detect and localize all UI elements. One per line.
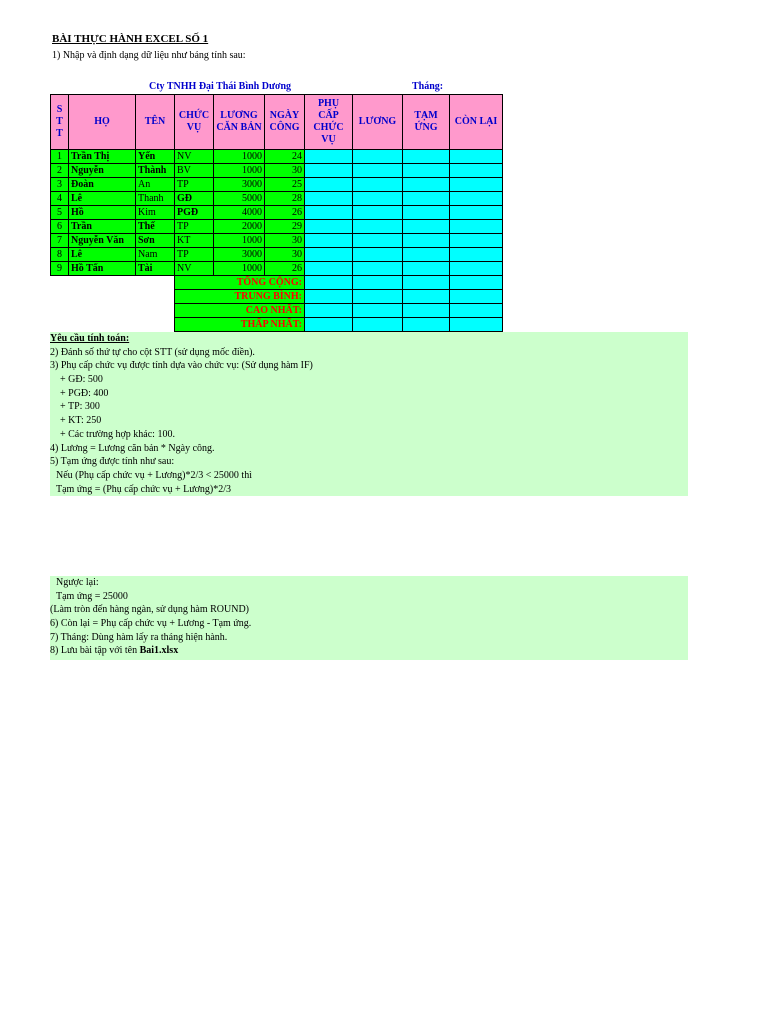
header-luong[interactable]: LƯƠNG <box>353 95 403 150</box>
cell-luong-can-ban[interactable]: 1000 <box>214 262 265 276</box>
blank-cell <box>51 276 175 290</box>
requirement-line: (Làm tròn đến hàng ngàn, sử dụng hàm ROUND) <box>50 604 249 616</box>
cell-tam-ung[interactable] <box>403 178 450 192</box>
file-name: Bai1.xlsx <box>139 645 179 657</box>
cell-phu-cap[interactable] <box>305 178 353 192</box>
requirements-block-1 <box>50 332 688 496</box>
cell-ho[interactable]: Hồ Tấn <box>69 262 136 276</box>
cell-phu-cap[interactable] <box>305 192 353 206</box>
cell-ten[interactable]: Kim <box>136 206 175 220</box>
requirements-heading: Yêu cầu tính toán: <box>50 333 130 344</box>
table-row <box>51 234 503 248</box>
table-row <box>51 262 503 276</box>
blank-cell <box>51 318 175 332</box>
cell-chuc-vu[interactable]: TP <box>175 248 214 262</box>
cell-luong-can-ban[interactable]: 5000 <box>214 192 265 206</box>
cell-ten[interactable]: An <box>136 178 175 192</box>
cell-ten[interactable]: Thành <box>136 164 175 178</box>
cell-stt[interactable]: 9 <box>51 262 69 276</box>
requirement-line: Nếu (Phụ cấp chức vụ + Lương)*2/3 < 25000 thì <box>56 469 252 481</box>
requirement-line: 2) Đánh số thứ tự cho cột STT (sử dụng mốc điền). <box>50 346 255 358</box>
cell-tam-ung[interactable] <box>403 192 450 206</box>
summary-row-average <box>51 290 503 304</box>
requirement-line: + GĐ: 500 <box>60 374 103 386</box>
cell-phu-cap[interactable] <box>305 248 353 262</box>
cell-con-lai[interactable] <box>450 234 503 248</box>
cell-ten[interactable]: Tài <box>136 262 175 276</box>
cell-ho[interactable]: Hồ <box>69 206 136 220</box>
header-ten[interactable]: TÊN <box>136 95 175 150</box>
cell-ngay-cong[interactable]: 25 <box>265 178 305 192</box>
blank-cell <box>51 290 175 304</box>
cell-stt[interactable]: 6 <box>51 220 69 234</box>
cell-luong[interactable] <box>353 150 403 164</box>
cell-con-lai[interactable] <box>450 262 503 276</box>
cell-chuc-vu[interactable]: GĐ <box>175 192 214 206</box>
cell-ten[interactable]: Thanh <box>136 192 175 206</box>
cell-chuc-vu[interactable]: NV <box>175 262 214 276</box>
cell-tam-ung[interactable] <box>403 304 450 318</box>
cell-chuc-vu[interactable]: PGĐ <box>175 206 214 220</box>
header-ngay-cong[interactable]: NGÀY CÔNG <box>265 95 305 150</box>
cell-tam-ung[interactable] <box>403 220 450 234</box>
cell-ho[interactable]: Nguyễn <box>69 164 136 178</box>
cell-tam-ung[interactable] <box>403 206 450 220</box>
cell-phu-cap[interactable] <box>305 150 353 164</box>
cell-stt[interactable]: 3 <box>51 178 69 192</box>
cell-ho[interactable]: Đoàn <box>69 178 136 192</box>
cell-ngay-cong[interactable]: 28 <box>265 192 305 206</box>
header-con-lai[interactable]: CÒN LẠI <box>450 95 503 150</box>
header-ho[interactable]: HỌ <box>69 95 136 150</box>
table-row <box>51 150 503 164</box>
cell-stt[interactable]: 2 <box>51 164 69 178</box>
cell-luong[interactable] <box>353 318 403 332</box>
cell-con-lai[interactable] <box>450 192 503 206</box>
cell-luong[interactable] <box>353 220 403 234</box>
cell-chuc-vu[interactable]: NV <box>175 150 214 164</box>
cell-ho[interactable]: Trần <box>69 220 136 234</box>
header-chuc-vu[interactable]: CHỨC VỤ <box>175 95 214 150</box>
document-subtitle: 1) Nhập và định dạng dữ liệu như bảng tính sau: <box>52 50 246 61</box>
cell-con-lai[interactable] <box>450 178 503 192</box>
requirement-line: + TP: 300 <box>60 401 100 413</box>
cell-chuc-vu[interactable]: BV <box>175 164 214 178</box>
header-row <box>51 95 503 150</box>
cell-ten[interactable]: Yến <box>136 150 175 164</box>
blank-cell <box>51 304 175 318</box>
cell-chuc-vu[interactable]: TP <box>175 178 214 192</box>
cell-phu-cap[interactable] <box>305 262 353 276</box>
cell-con-lai[interactable] <box>450 276 503 290</box>
cell-stt[interactable]: 1 <box>51 150 69 164</box>
requirement-line <box>50 644 688 658</box>
cell-phu-cap[interactable] <box>305 164 353 178</box>
cell-ngay-cong[interactable]: 30 <box>265 234 305 248</box>
cell-tam-ung[interactable] <box>403 318 450 332</box>
table-row <box>51 164 503 178</box>
cell-stt[interactable]: 7 <box>51 234 69 248</box>
summary-row-min <box>51 318 503 332</box>
cell-phu-cap[interactable] <box>305 276 353 290</box>
cell-luong-can-ban[interactable]: 4000 <box>214 206 265 220</box>
cell-con-lai[interactable] <box>450 304 503 318</box>
save-instruction: 8) Lưu bài tập với tên <box>50 645 140 657</box>
cell-ngay-cong[interactable]: 26 <box>265 262 305 276</box>
cell-ho[interactable]: Lê <box>69 248 136 262</box>
cell-phu-cap[interactable] <box>305 290 353 304</box>
cell-chuc-vu[interactable]: TP <box>175 220 214 234</box>
summary-label-total[interactable]: TỔNG CỘNG: <box>175 276 305 290</box>
requirements-block-2 <box>50 576 688 660</box>
cell-ho[interactable]: Nguyễn Văn <box>69 234 136 248</box>
cell-luong[interactable] <box>353 304 403 318</box>
summary-row-max <box>51 304 503 318</box>
cell-tam-ung[interactable] <box>403 150 450 164</box>
requirement-line: 7) Tháng: Dùng hàm lấy ra tháng hiện hành. <box>50 631 228 643</box>
cell-luong-can-ban[interactable]: 2000 <box>214 220 265 234</box>
table-row <box>51 220 503 234</box>
cell-stt[interactable]: 4 <box>51 192 69 206</box>
cell-ngay-cong[interactable]: 29 <box>265 220 305 234</box>
cell-luong[interactable] <box>353 178 403 192</box>
cell-stt[interactable]: 8 <box>51 248 69 262</box>
cell-tam-ung[interactable] <box>403 234 450 248</box>
cell-con-lai[interactable] <box>450 290 503 304</box>
table-row <box>51 192 503 206</box>
summary-row-total <box>51 276 503 290</box>
cell-con-lai[interactable] <box>450 318 503 332</box>
cell-ngay-cong[interactable]: 24 <box>265 150 305 164</box>
cell-luong[interactable] <box>353 248 403 262</box>
requirement-line: + PGĐ: 400 <box>60 387 109 399</box>
cell-luong-can-ban[interactable]: 1000 <box>214 164 265 178</box>
cell-luong[interactable] <box>353 206 403 220</box>
cell-luong-can-ban[interactable]: 3000 <box>214 248 265 262</box>
requirement-line: 3) Phụ cấp chức vụ được tính dựa vào chức vụ: (Sử dụng hàm IF) <box>50 360 313 372</box>
cell-phu-cap[interactable] <box>305 206 353 220</box>
company-name: Cty TNHH Đại Thái Bình Dương <box>149 81 292 92</box>
cell-con-lai[interactable] <box>450 220 503 234</box>
cell-luong-can-ban[interactable]: 1000 <box>214 150 265 164</box>
table-row <box>51 206 503 220</box>
requirement-line: 5) Tạm ứng được tính như sau: <box>50 456 175 468</box>
cell-ten[interactable]: Sơn <box>136 234 175 248</box>
summary-label-average[interactable]: TRUNG BÌNH: <box>175 290 305 304</box>
cell-con-lai[interactable] <box>450 164 503 178</box>
requirement-line: 6) Còn lại = Phụ cấp chức vụ + Lương - Tạm ứng. <box>50 618 252 630</box>
requirement-line: Tạm ứng = 25000 <box>56 590 128 602</box>
cell-ho[interactable]: Trần Thị <box>69 150 136 164</box>
cell-con-lai[interactable] <box>450 248 503 262</box>
cell-luong[interactable] <box>353 234 403 248</box>
cell-stt[interactable]: 5 <box>51 206 69 220</box>
cell-phu-cap[interactable] <box>305 318 353 332</box>
cell-ten[interactable]: Nam <box>136 248 175 262</box>
table-row <box>51 178 503 192</box>
cell-phu-cap[interactable] <box>305 220 353 234</box>
header-tam-ung[interactable]: TẠM ỨNG <box>403 95 450 150</box>
cell-chuc-vu[interactable]: KT <box>175 234 214 248</box>
requirement-line: 4) Lương = Lương căn bản * Ngày công. <box>50 442 215 454</box>
cell-phu-cap[interactable] <box>305 234 353 248</box>
requirement-line: Ngược lại: <box>56 577 99 588</box>
cell-luong-can-ban[interactable]: 1000 <box>214 234 265 248</box>
cell-ngay-cong[interactable]: 30 <box>265 164 305 178</box>
cell-ngay-cong[interactable]: 30 <box>265 248 305 262</box>
document-title: BÀI THỰC HÀNH EXCEL SỐ 1 <box>52 33 209 45</box>
cell-luong[interactable] <box>353 290 403 304</box>
header-luong-can-ban[interactable]: LƯƠNG CĂN BẢN <box>214 95 265 150</box>
table-row <box>51 248 503 262</box>
cell-luong[interactable] <box>353 192 403 206</box>
cell-luong-can-ban[interactable]: 3000 <box>214 178 265 192</box>
summary-label-min[interactable]: THẤP NHẤT: <box>175 318 305 332</box>
requirement-line: + Các trường hợp khác: 100. <box>60 428 175 440</box>
cell-phu-cap[interactable] <box>305 304 353 318</box>
header-phu-cap[interactable]: PHỤ CẤP CHỨC VỤ <box>305 95 353 150</box>
month-label: Tháng: <box>412 81 444 92</box>
cell-con-lai[interactable] <box>450 206 503 220</box>
cell-tam-ung[interactable] <box>403 164 450 178</box>
cell-tam-ung[interactable] <box>403 262 450 276</box>
cell-luong[interactable] <box>353 276 403 290</box>
cell-tam-ung[interactable] <box>403 290 450 304</box>
cell-ngay-cong[interactable]: 26 <box>265 206 305 220</box>
cell-con-lai[interactable] <box>450 150 503 164</box>
cell-ho[interactable]: Lê <box>69 192 136 206</box>
cell-tam-ung[interactable] <box>403 248 450 262</box>
cell-luong[interactable] <box>353 262 403 276</box>
requirement-line: + KT: 250 <box>60 415 102 427</box>
header-stt[interactable]: S T T <box>51 95 69 150</box>
cell-ten[interactable]: Thế <box>136 220 175 234</box>
cell-tam-ung[interactable] <box>403 276 450 290</box>
cell-luong[interactable] <box>353 164 403 178</box>
requirement-line: Tạm ứng = (Phụ cấp chức vụ + Lương)*2/3 <box>56 483 232 495</box>
summary-label-max[interactable]: CAO NHẤT: <box>175 304 305 318</box>
salary-table <box>50 94 503 332</box>
